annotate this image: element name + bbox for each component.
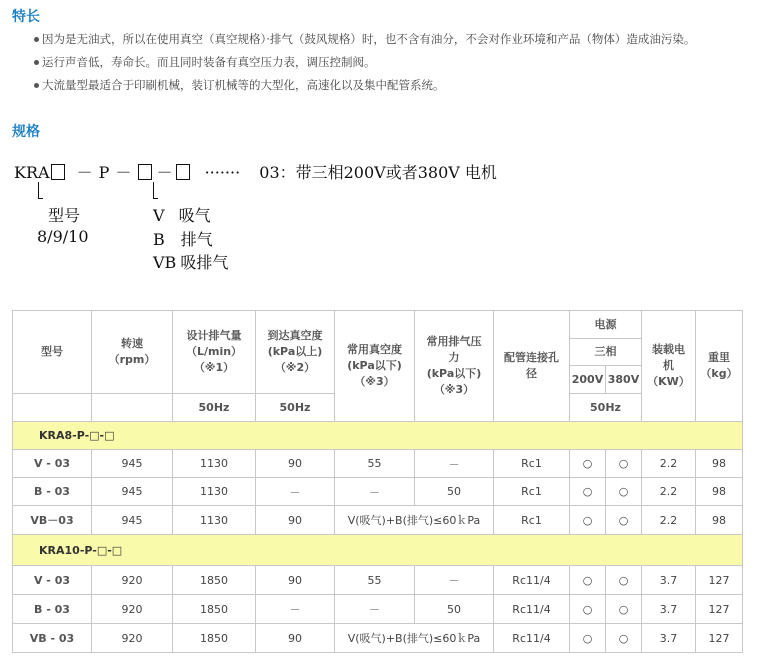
- spec-table: [12, 310, 743, 653]
- th-common-pressure: 常用排气压 力 (kPa以下) （※3）: [415, 311, 494, 422]
- th-hz-power: 50Hz: [570, 394, 642, 422]
- th-weight: 重里 （kg）: [696, 311, 743, 422]
- th-common-vacuum: 常用真空度 (kPa以下) （※3）: [335, 311, 415, 422]
- th-phase: 三相: [570, 339, 642, 366]
- table-row: VB－03 945 1130 90 V(吸气)+B(排气)≤60ｋPa Rc1 ○ ○ 2.2 98: [13, 506, 743, 535]
- table-row: B - 03 920 1850 － － 50 Rc11/4 ○ ○ 3.7 127: [13, 595, 743, 624]
- placeholder-box-icon: [138, 164, 152, 180]
- type-bracket: [153, 182, 158, 199]
- model-code: KRA － P － － ······· 03：带三相200V或者380V 电机: [14, 163, 497, 182]
- feature-item-3: 大流量型最适合于印刷机械，装订机械等的大型化，高速化以及集中配管系统。: [34, 77, 445, 93]
- th-380v: 380V: [606, 366, 642, 394]
- group-title: KRA8-P-□-□: [13, 422, 743, 450]
- bullet-icon: [34, 83, 39, 88]
- spec-heading: 规格: [12, 124, 40, 140]
- feature-item-1: 因为是无油式，所以在使用真空（真空规格）·排气（鼓风规格）时，也不含有油分，不会对作业环境和产品（物体）造成油污染。: [34, 31, 695, 47]
- group-title: KRA10-P-□-□: [13, 535, 743, 566]
- th-model: 型号: [13, 311, 92, 394]
- bullet-icon: [34, 37, 39, 42]
- type-b: B 排气: [153, 230, 213, 249]
- th-port: 配管连接孔 径: [494, 311, 570, 422]
- table-row: VB - 03 920 1850 90 V(吸气)+B(排气)≤60ｋPa Rc11/4 ○ ○ 3.7 127: [13, 624, 743, 653]
- th-motor: 装载电 机 （KW）: [642, 311, 696, 422]
- feature-item-2: 运行声音低，寿命长。而且同时装备有真空压力表，调压控制阀。: [34, 54, 376, 70]
- type-v: V 吸气: [153, 206, 211, 225]
- table-row: V - 03 945 1130 90 55 － Rc1 ○ ○ 2.2 98: [13, 450, 743, 478]
- type-vb: VB 吸排气: [153, 253, 229, 272]
- table-row: V - 03 920 1850 90 55 － Rc11/4 ○ ○ 3.7 127: [13, 566, 743, 595]
- th-hz-flow: 50Hz: [173, 394, 256, 422]
- th-power: 电源: [570, 311, 642, 339]
- features-heading: 特长: [12, 9, 40, 25]
- th-200v: 200V: [570, 366, 606, 394]
- model-bracket: [38, 182, 43, 199]
- model-label: 型号: [48, 206, 81, 225]
- model-values: 8/9/10: [37, 227, 89, 246]
- placeholder-box-icon: [176, 164, 190, 180]
- th-reach-vacuum: 到达真空度 (kPa以上) （※2）: [256, 311, 335, 394]
- th-hz-vac: 50Hz: [256, 394, 335, 422]
- th-speed: 转速 （rpm）: [92, 311, 173, 394]
- table-row: B - 03 945 1130 － － 50 Rc1 ○ ○ 2.2 98: [13, 478, 743, 506]
- bullet-icon: [34, 60, 39, 65]
- placeholder-box-icon: [51, 164, 65, 180]
- th-design-flow: 设计排气量 （L/min） （※1）: [173, 311, 256, 394]
